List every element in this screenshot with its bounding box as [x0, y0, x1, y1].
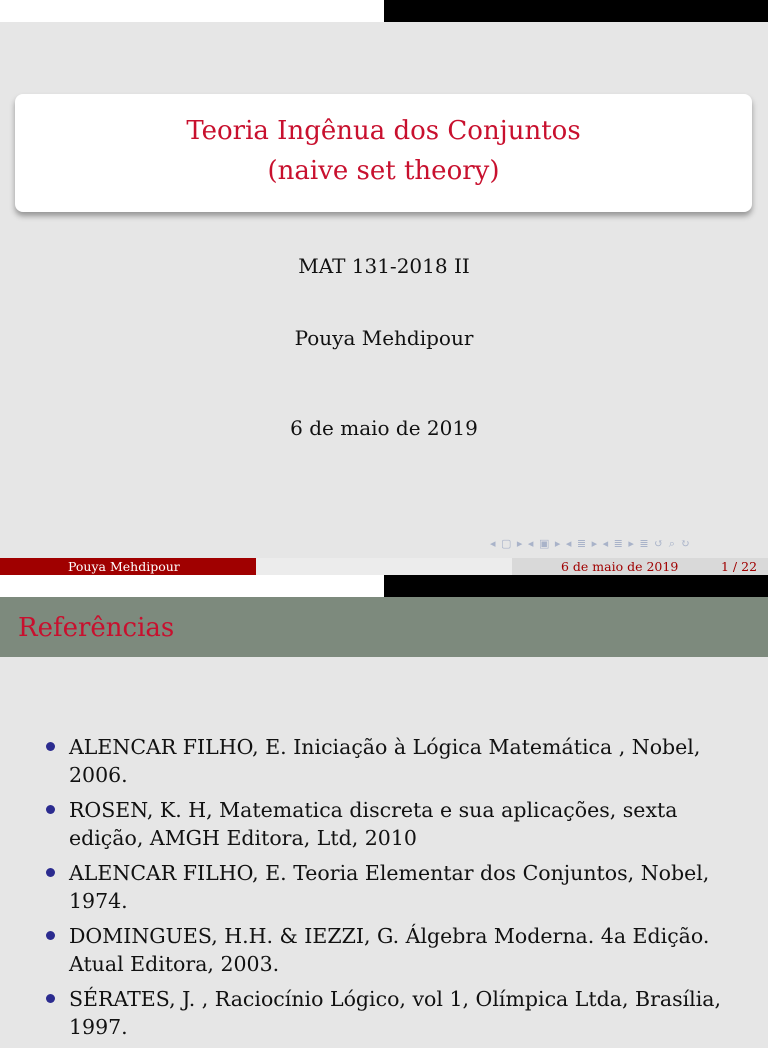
presentation-date: 6 de maio de 2019 [290, 416, 478, 440]
title-slide [0, 22, 768, 575]
separator-black [384, 575, 768, 597]
slide-footer [0, 558, 768, 576]
frame-title-bar [0, 597, 768, 657]
top-bar-black [384, 0, 768, 22]
footer-date: 6 de maio de 2019 [561, 559, 679, 574]
reference-text: ALENCAR FILHO, E. Iniciação à Lógica Matemática , Nobel, 2006. [69, 735, 701, 787]
bullet-icon [46, 994, 55, 1003]
footer-page-number: 1 / 22 [721, 559, 758, 574]
list-item [0, 922, 768, 978]
course-code: MAT 131-2018 II [298, 254, 470, 278]
references-list [0, 733, 768, 1048]
slide-subtitle: (naive set theory) [267, 156, 500, 186]
reference-text: ALENCAR FILHO, E. Teoria Elementar dos Conjuntos, Nobel, 1974. [69, 861, 710, 913]
list-item [0, 859, 768, 915]
list-item [0, 796, 768, 852]
footer-author-box [0, 558, 256, 576]
beamer-navigation-icons[interactable]: ◂ ▢ ▸ ◂ ▣ ▸ ◂ ≣ ▸ ◂ ≣ ▸ ≣ ↺ ⌕ ↻ [490, 537, 691, 550]
list-item [0, 733, 768, 789]
slide-separator [0, 575, 768, 597]
author-name: Pouya Mehdipour [294, 326, 474, 350]
reference-text: DOMINGUES, H.H. & IEZZI, G. Álgebra Moderna. 4a Edição. Atual Editora, 2003. [69, 924, 710, 976]
bullet-icon [46, 931, 55, 940]
title-box [15, 94, 752, 212]
list-item [0, 985, 768, 1041]
slide-title: Teoria Ingênua dos Conjuntos [186, 116, 581, 146]
reference-text: ROSEN, K. H, Matematica discreta e sua aplicações, sexta edição, AMGH Editora, Ltd, 2010 [69, 798, 678, 850]
reference-text: SÉRATES, J. , Raciocínio Lógico, vol 1, Olímpica Ltda, Brasília, 1997. [69, 987, 722, 1039]
footer-author: Pouya Mehdipour [68, 559, 180, 574]
bullet-icon [46, 805, 55, 814]
bullet-icon [46, 868, 55, 877]
references-slide [0, 597, 768, 1039]
footer-middle-box [256, 558, 512, 576]
frame-title: Referências [18, 613, 175, 643]
footer-date-box [512, 558, 768, 576]
top-bar [0, 0, 768, 22]
bullet-icon [46, 742, 55, 751]
